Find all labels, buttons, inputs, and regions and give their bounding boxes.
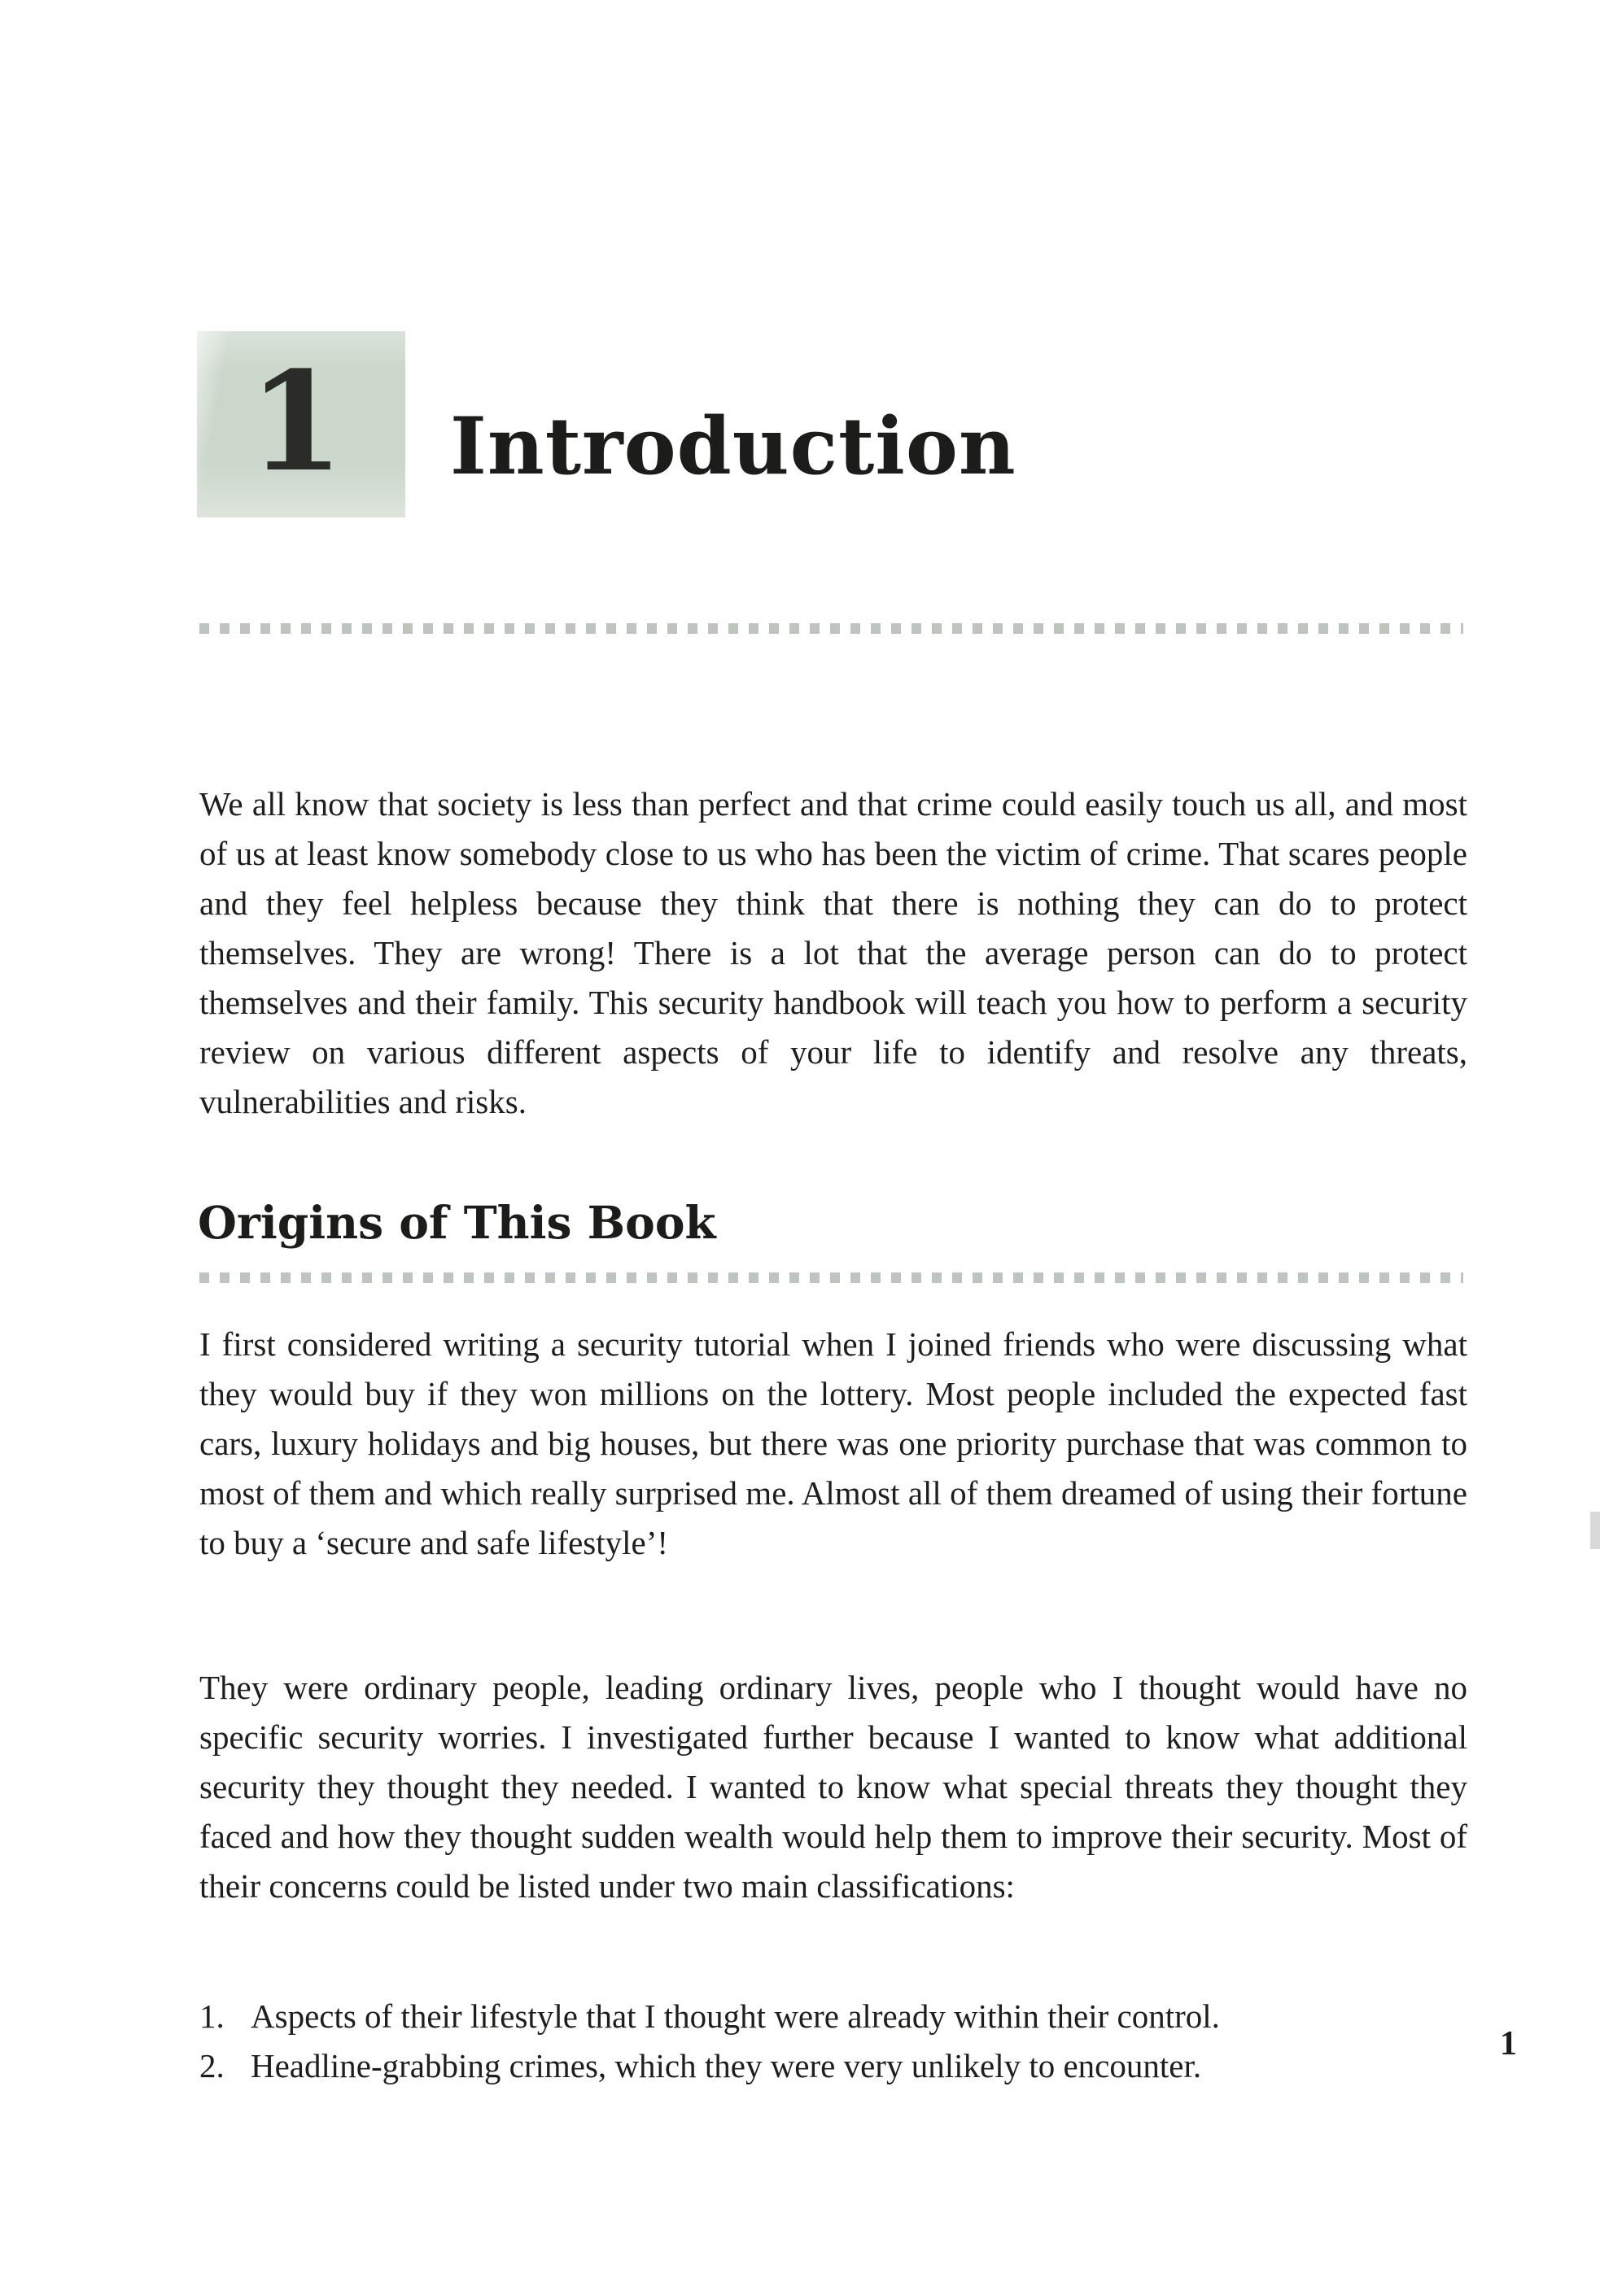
scan-artifact: [1590, 1512, 1600, 1549]
list-item-text: Aspects of their lifestyle that I thought were already within their control.: [251, 1997, 1220, 2035]
decorative-square-rule-top: [199, 623, 1463, 634]
section-heading: Origins of This Book: [198, 1196, 716, 1249]
numbered-list: [199, 1992, 1467, 2091]
list-item-marker: 2.: [199, 2047, 225, 2084]
chapter-number: 1: [248, 340, 344, 502]
chapter-number-badge: [197, 331, 405, 517]
decorative-square-rule-heading: [199, 1272, 1463, 1283]
section-paragraph-2: They were ordinary people, leading ordinary lives, people who I thought would have no specific security worries. I investigated further because I wanted to know what additional security they thought they needed. I wanted to know what special threats they thought they faced and how they thought sudden wealth would help them to improve their security. Most of their concerns could be listed under two main classifications:: [199, 1669, 1467, 1905]
list-item: [199, 1992, 1467, 2041]
section-paragraph-1: I first considered writing a security tutorial when I joined friends who were discussing what they would buy if they won millions on the lottery. Most people included the expected fast cars, luxury holidays and big houses, but there was one priority purchase that was common to most of them and which really surprised me. Almost all of them dreamed of using their fortune to buy a ‘secure and safe lifestyle’!: [199, 1325, 1467, 1561]
chapter-title: Introduction: [450, 400, 1016, 492]
intro-paragraph: We all know that society is less than perfect and that crime could easily touch us all, and most of us at least know somebody close to us who has been the victim of crime. That scares people and they feel helpless because they think that there is nothing they can do to protect themselves. They are wrong! There is a lot that the average person can do to protect themselves and their family. This security handbook will teach you how to perform a security review on various different aspects of your life to identify and resolve any threats, vulnerabilities and risks.: [199, 785, 1467, 1120]
list-item-marker: 1.: [199, 1997, 225, 2035]
list-item-text: Headline-grabbing crimes, which they were very unlikely to encounter.: [251, 2047, 1202, 2084]
list-item: [199, 2041, 1467, 2091]
page-number: 1: [1500, 2025, 1517, 2062]
